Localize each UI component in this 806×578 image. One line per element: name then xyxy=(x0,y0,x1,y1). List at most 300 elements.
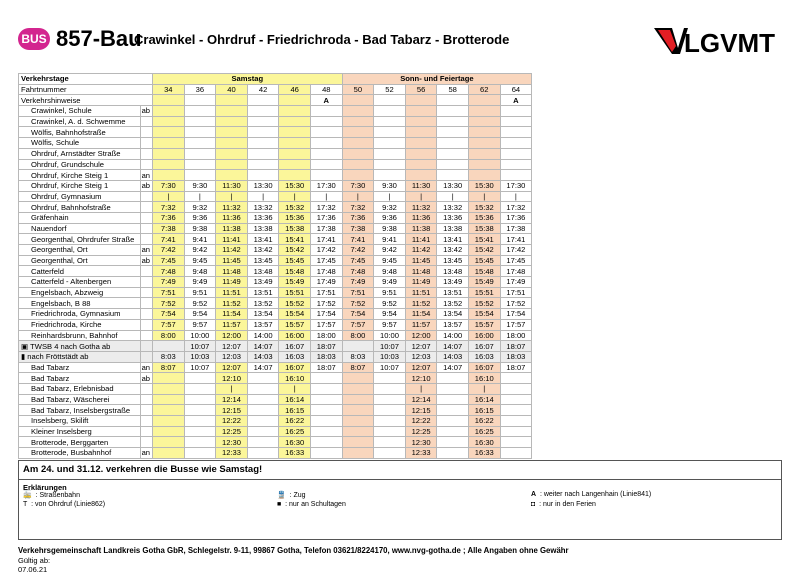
departure-time xyxy=(374,416,406,427)
stop-row xyxy=(19,170,532,181)
stop-row xyxy=(19,266,532,277)
arrival-departure-mark xyxy=(141,191,153,202)
departure-time: 12:25 xyxy=(405,426,437,437)
trip-note xyxy=(247,95,279,106)
departure-time: | xyxy=(468,383,500,394)
stop-name xyxy=(19,255,141,266)
departure-time xyxy=(374,127,406,138)
arrival-departure-mark xyxy=(141,351,153,362)
departure-time: 13:52 xyxy=(437,298,469,309)
departure-time xyxy=(310,127,342,138)
departure-time xyxy=(342,437,374,448)
departure-time: 13:54 xyxy=(437,309,469,320)
departure-time: 7:52 xyxy=(153,298,185,309)
departure-time xyxy=(153,138,185,149)
departure-time xyxy=(437,405,469,416)
departure-time xyxy=(405,138,437,149)
stop-name xyxy=(19,180,141,191)
departure-time: 13:45 xyxy=(247,255,279,266)
departure-time: 17:54 xyxy=(310,309,342,320)
departure-time: 15:45 xyxy=(279,255,311,266)
stop-name xyxy=(19,127,141,138)
departure-time: 7:36 xyxy=(153,212,185,223)
departure-time xyxy=(247,138,279,149)
stop-label: Reinhardsbrunn, Bahnhof xyxy=(31,330,118,340)
departure-time: 18:07 xyxy=(500,341,532,352)
departure-time: 14:07 xyxy=(247,341,279,352)
trip-number: 46 xyxy=(279,84,311,95)
departure-time: 9:45 xyxy=(374,255,406,266)
departure-time: 9:38 xyxy=(184,223,216,234)
departure-time: 16:14 xyxy=(468,394,500,405)
arrival-departure-mark: an xyxy=(141,448,153,459)
stop-name xyxy=(19,223,141,234)
departure-time: 9:36 xyxy=(184,212,216,223)
legend-train xyxy=(277,491,306,499)
departure-time xyxy=(153,448,185,459)
arrival-departure-mark xyxy=(141,416,153,427)
departure-time: 15:49 xyxy=(279,277,311,288)
departure-time: 9:49 xyxy=(184,277,216,288)
stop-label: Friedrichroda, Kirche xyxy=(31,320,102,330)
departure-time: 16:33 xyxy=(279,448,311,459)
stop-name xyxy=(19,234,141,245)
departure-time xyxy=(468,170,500,181)
departure-time xyxy=(342,416,374,427)
departure-time: 9:49 xyxy=(374,277,406,288)
departure-time: 17:30 xyxy=(500,180,532,191)
departure-time xyxy=(216,138,248,149)
stop-label: Bad Tabarz, Inselsbergstraße xyxy=(31,405,131,415)
stop-label: Kleiner Inselsberg xyxy=(31,427,92,437)
departure-time xyxy=(342,159,374,170)
departure-time: 9:45 xyxy=(184,255,216,266)
departure-time: 14:03 xyxy=(437,351,469,362)
arrival-departure-mark xyxy=(141,319,153,330)
stop-row xyxy=(19,245,532,256)
stop-name xyxy=(19,394,141,405)
stop-row xyxy=(19,277,532,288)
departure-time: 15:41 xyxy=(279,234,311,245)
departure-time: 8:07 xyxy=(342,362,374,373)
trip-note xyxy=(437,95,469,106)
stop-row xyxy=(19,383,532,394)
stop-name xyxy=(19,170,141,181)
departure-time: 16:03 xyxy=(468,351,500,362)
stop-row xyxy=(19,148,532,159)
departure-time: 9:57 xyxy=(374,319,406,330)
departure-time: 14:03 xyxy=(247,351,279,362)
departure-time xyxy=(310,170,342,181)
stop-label: Bad Tabarz, Wäscherei xyxy=(31,394,110,404)
departure-time: 12:03 xyxy=(405,351,437,362)
departure-time xyxy=(374,394,406,405)
stop-row xyxy=(19,341,532,352)
vmt-logo xyxy=(654,26,788,56)
departure-time: 17:45 xyxy=(310,255,342,266)
departure-time: 9:41 xyxy=(184,234,216,245)
departure-time: 11:48 xyxy=(405,266,437,277)
departure-time: 18:07 xyxy=(310,341,342,352)
departure-time: 13:30 xyxy=(247,180,279,191)
legend-text: : nur in den Ferien xyxy=(539,501,596,508)
departure-time: 12:03 xyxy=(216,351,248,362)
arrival-departure-mark xyxy=(141,116,153,127)
trip-note xyxy=(405,95,437,106)
departure-time: 14:07 xyxy=(247,362,279,373)
departure-time: 17:38 xyxy=(500,223,532,234)
stop-name xyxy=(19,159,141,170)
departure-time xyxy=(279,148,311,159)
departure-time xyxy=(500,148,532,159)
departure-time: 9:36 xyxy=(374,212,406,223)
departure-time: 14:00 xyxy=(437,330,469,341)
arrival-departure-mark xyxy=(141,127,153,138)
a-symbol: A xyxy=(531,491,537,498)
departure-time xyxy=(153,437,185,448)
stop-row xyxy=(19,405,532,416)
departure-time: 13:30 xyxy=(437,180,469,191)
arrival-departure-mark xyxy=(141,330,153,341)
departure-time xyxy=(405,159,437,170)
departure-time: 17:42 xyxy=(310,245,342,256)
departure-time xyxy=(216,159,248,170)
departure-time xyxy=(468,159,500,170)
departure-time xyxy=(216,106,248,117)
departure-time: 17:30 xyxy=(310,180,342,191)
stop-row xyxy=(19,127,532,138)
departure-time: 15:52 xyxy=(468,298,500,309)
departure-time xyxy=(247,373,279,384)
departure-time xyxy=(468,127,500,138)
traffic-days-row xyxy=(19,74,532,85)
stop-label: Ohrdruf, Bahnhofstraße xyxy=(31,202,111,212)
trip-note xyxy=(468,95,500,106)
departure-time: 7:41 xyxy=(342,234,374,245)
departure-time: 11:52 xyxy=(405,298,437,309)
departure-time xyxy=(405,170,437,181)
trip-number: 42 xyxy=(247,84,279,95)
trip-note xyxy=(279,95,311,106)
departure-time: 9:51 xyxy=(184,287,216,298)
stop-name xyxy=(19,341,141,352)
departure-time xyxy=(279,127,311,138)
arrival-departure-mark xyxy=(141,341,153,352)
trip-number: 48 xyxy=(310,84,342,95)
departure-time xyxy=(153,127,185,138)
departure-time: 9:42 xyxy=(374,245,406,256)
stop-label: Bad Tabarz xyxy=(31,362,70,372)
square-icon: ■ xyxy=(277,501,282,508)
departure-time: 13:57 xyxy=(437,319,469,330)
trip-note xyxy=(374,95,406,106)
departure-time xyxy=(310,394,342,405)
departure-time: 12:33 xyxy=(405,448,437,459)
departure-time: 8:07 xyxy=(153,362,185,373)
train-icon: ▮ xyxy=(21,352,28,362)
departure-time: 8:03 xyxy=(153,351,185,362)
departure-time xyxy=(310,448,342,459)
stop-name xyxy=(19,148,141,159)
arrival-departure-mark xyxy=(141,287,153,298)
stop-name xyxy=(19,373,141,384)
stop-row xyxy=(19,202,532,213)
departure-time xyxy=(374,405,406,416)
departure-time: 13:57 xyxy=(247,319,279,330)
stop-name xyxy=(19,319,141,330)
departure-time: 7:51 xyxy=(342,287,374,298)
departure-time xyxy=(468,116,500,127)
departure-time: 11:49 xyxy=(405,277,437,288)
departure-time: 15:36 xyxy=(279,212,311,223)
departure-time xyxy=(342,448,374,459)
departure-time xyxy=(374,383,406,394)
departure-time: 15:30 xyxy=(468,180,500,191)
departure-time: 12:30 xyxy=(405,437,437,448)
departure-time xyxy=(310,426,342,437)
stop-label: Wölfis, Schule xyxy=(31,138,80,148)
trip-number: 58 xyxy=(437,84,469,95)
stop-row xyxy=(19,191,532,202)
departure-time: 9:52 xyxy=(374,298,406,309)
trip-number: 56 xyxy=(405,84,437,95)
departure-time: 16:15 xyxy=(468,405,500,416)
departure-time xyxy=(184,416,216,427)
departure-time: 7:38 xyxy=(153,223,185,234)
departure-time: 17:49 xyxy=(500,277,532,288)
footer-valid-label: Gültig ab: xyxy=(18,556,51,565)
departure-time: 7:42 xyxy=(342,245,374,256)
stop-label: Bad Tabarz, Erlebnisbad xyxy=(31,384,114,394)
departure-time: 10:07 xyxy=(374,362,406,373)
departure-time xyxy=(374,148,406,159)
stop-label: Ohrdruf, Kirche Steig 1 xyxy=(31,170,109,180)
departure-time xyxy=(310,116,342,127)
departure-time: 15:52 xyxy=(279,298,311,309)
departure-time xyxy=(184,405,216,416)
departure-time: 12:15 xyxy=(405,405,437,416)
departure-time: 12:07 xyxy=(216,362,248,373)
departure-time: 11:51 xyxy=(216,287,248,298)
notes-headline: Am 24. und 31.12. verkehren die Busse wie Samstag! xyxy=(19,461,781,480)
departure-time xyxy=(184,170,216,181)
departure-time: 17:51 xyxy=(310,287,342,298)
departure-time xyxy=(500,106,532,117)
trip-number: 40 xyxy=(216,84,248,95)
departure-time xyxy=(342,127,374,138)
departure-time: 17:54 xyxy=(500,309,532,320)
departure-time: | xyxy=(216,383,248,394)
departure-time: 11:48 xyxy=(216,266,248,277)
arrival-departure-mark xyxy=(141,298,153,309)
legend-a xyxy=(531,491,651,498)
stop-name xyxy=(19,287,141,298)
departure-time: 10:03 xyxy=(184,351,216,362)
stop-row xyxy=(19,394,532,405)
departure-time xyxy=(184,138,216,149)
departure-time xyxy=(437,373,469,384)
departure-time: | xyxy=(342,191,374,202)
departure-time: 17:38 xyxy=(310,223,342,234)
departure-time: 18:00 xyxy=(500,330,532,341)
line-number: 857-Bau xyxy=(56,26,142,51)
departure-time: 11:32 xyxy=(405,202,437,213)
departure-time: 15:51 xyxy=(468,287,500,298)
departure-time: | xyxy=(468,191,500,202)
departure-time xyxy=(310,437,342,448)
departure-time: 17:36 xyxy=(310,212,342,223)
arrival-departure-mark xyxy=(141,309,153,320)
departure-time: 15:51 xyxy=(279,287,311,298)
stop-row xyxy=(19,298,532,309)
departure-time: 9:32 xyxy=(374,202,406,213)
departure-time: 9:32 xyxy=(184,202,216,213)
departure-time xyxy=(437,159,469,170)
stop-label: Ohrdruf, Gymnasium xyxy=(31,191,102,201)
departure-time xyxy=(405,116,437,127)
departure-time xyxy=(437,426,469,437)
stop-name xyxy=(19,448,141,459)
stop-row xyxy=(19,362,532,373)
departure-time: 11:52 xyxy=(216,298,248,309)
departure-time: 9:30 xyxy=(184,180,216,191)
trip-note: A xyxy=(310,95,342,106)
departure-time xyxy=(310,138,342,149)
departure-time: 14:07 xyxy=(437,341,469,352)
stop-row xyxy=(19,416,532,427)
departure-time xyxy=(247,405,279,416)
departure-time: | xyxy=(247,191,279,202)
departure-time xyxy=(184,106,216,117)
departure-time: 7:57 xyxy=(342,319,374,330)
legend-school xyxy=(277,501,346,508)
timetable xyxy=(18,73,532,459)
departure-time: 10:03 xyxy=(374,351,406,362)
departure-time: 15:48 xyxy=(468,266,500,277)
departure-time xyxy=(247,416,279,427)
trip-number: 36 xyxy=(184,84,216,95)
departure-time xyxy=(310,405,342,416)
departure-time: 13:38 xyxy=(437,223,469,234)
departure-time: 13:54 xyxy=(247,309,279,320)
stop-row xyxy=(19,309,532,320)
departure-time: 7:52 xyxy=(342,298,374,309)
departure-time xyxy=(216,148,248,159)
departure-time: 7:57 xyxy=(153,319,185,330)
departure-time xyxy=(342,426,374,437)
departure-time xyxy=(437,106,469,117)
departure-time: 16:25 xyxy=(468,426,500,437)
departure-time xyxy=(342,138,374,149)
stop-name xyxy=(19,416,141,427)
departure-time: | xyxy=(405,191,437,202)
traffic-days-label: Verkehrstage xyxy=(19,74,153,85)
departure-time: 13:49 xyxy=(247,277,279,288)
footer-company: Verkehrsgemeinschaft Landkreis Gotha GbR, Schlegelstr. 9-11, 99867 Gotha, Telefon 03621/8224170, www.nvg-gotha.de ; Alle Angaben ohne Gewähr xyxy=(18,546,569,555)
departure-time xyxy=(437,138,469,149)
departure-time xyxy=(500,373,532,384)
legend-holidays xyxy=(531,501,596,508)
departure-time: 15:36 xyxy=(468,212,500,223)
departure-time: 15:41 xyxy=(468,234,500,245)
departure-time: 11:57 xyxy=(216,319,248,330)
departure-time xyxy=(184,437,216,448)
arrival-departure-mark: an xyxy=(141,245,153,256)
legend-tram xyxy=(23,491,80,499)
departure-time: 7:42 xyxy=(153,245,185,256)
departure-time: 16:33 xyxy=(468,448,500,459)
departure-time xyxy=(216,170,248,181)
legend-t xyxy=(23,501,105,508)
arrival-departure-mark xyxy=(141,234,153,245)
stop-row xyxy=(19,255,532,266)
departure-time: 11:38 xyxy=(216,223,248,234)
legend-text: : Zug xyxy=(289,492,306,499)
departure-time: 13:36 xyxy=(437,212,469,223)
logo-text: LGVMT xyxy=(684,28,775,56)
departure-time xyxy=(310,383,342,394)
stop-name xyxy=(19,116,141,127)
trip-number: 62 xyxy=(468,84,500,95)
departure-time xyxy=(468,106,500,117)
stop-name xyxy=(19,405,141,416)
departure-time xyxy=(468,148,500,159)
arrival-departure-mark xyxy=(141,437,153,448)
stop-name xyxy=(19,202,141,213)
departure-time: 9:51 xyxy=(374,287,406,298)
departure-time xyxy=(500,426,532,437)
legend-text: : von Ohrdruf (Linie862) xyxy=(31,501,106,508)
departure-time xyxy=(153,383,185,394)
departure-time: 11:38 xyxy=(405,223,437,234)
stop-label: Brotterode, Berggarten xyxy=(31,437,109,447)
departure-time xyxy=(437,448,469,459)
arrival-departure-mark xyxy=(141,212,153,223)
tram-icon: ▣ xyxy=(21,341,31,351)
stop-row xyxy=(19,319,532,330)
departure-time: 13:42 xyxy=(437,245,469,256)
departure-time xyxy=(216,127,248,138)
arrival-departure-mark: an xyxy=(141,170,153,181)
departure-time: 16:22 xyxy=(279,416,311,427)
departure-time: 16:22 xyxy=(468,416,500,427)
arrival-departure-mark: ab xyxy=(141,106,153,117)
stop-label: Catterfeld xyxy=(31,266,64,276)
departure-time: 11:36 xyxy=(216,212,248,223)
departure-time xyxy=(374,373,406,384)
departure-time xyxy=(247,170,279,181)
stop-label: Engelsbach, Abzweig xyxy=(31,288,104,298)
departure-time xyxy=(374,159,406,170)
departure-time: 17:42 xyxy=(500,245,532,256)
departure-time: 12:25 xyxy=(216,426,248,437)
departure-time: 15:32 xyxy=(468,202,500,213)
departure-time: 8:03 xyxy=(342,351,374,362)
departure-time: 8:00 xyxy=(153,330,185,341)
departure-time: 16:07 xyxy=(468,362,500,373)
stop-row xyxy=(19,106,532,117)
departure-time: 11:41 xyxy=(216,234,248,245)
stop-label: Wölfis, Bahnhofstraße xyxy=(31,127,106,137)
trip-note xyxy=(153,95,185,106)
arrival-departure-mark xyxy=(141,202,153,213)
departure-time: 16:10 xyxy=(468,373,500,384)
departure-time xyxy=(247,159,279,170)
stop-name xyxy=(19,212,141,223)
departure-time: 16:15 xyxy=(279,405,311,416)
departure-time: 12:07 xyxy=(405,362,437,373)
arrival-departure-mark xyxy=(141,383,153,394)
